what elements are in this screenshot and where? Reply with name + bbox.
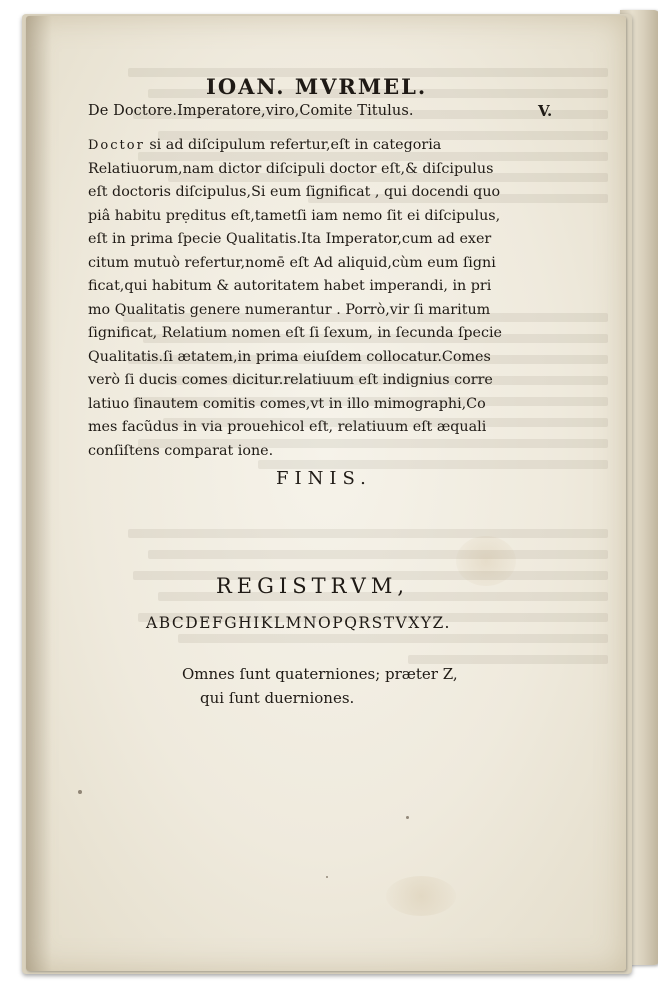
body-line: mo Qualitatis genere numerantur . Porrò,vir ſi maritum	[88, 301, 491, 318]
body-paragraph	[88, 134, 578, 463]
body-line: citum mutuò refertur,nomē eſt Ad aliquid,cùm eum ſigni	[88, 254, 496, 271]
body-line: Qualitatis.ſi ætatem,in prima eiuſdem collocatur.Comes	[88, 348, 491, 365]
foxing-stain	[386, 876, 456, 916]
register-note	[182, 662, 458, 710]
body-line: eſt doctoris diſcipulus,Si eum ſignificat , qui docendi quo	[88, 184, 501, 200]
running-head: IOAN. MVRMEL.	[206, 74, 428, 99]
finis-heading: FINIS.	[276, 468, 372, 489]
foxing-stain	[456, 536, 516, 586]
signature-mark: V.	[538, 102, 553, 120]
body-line	[88, 134, 578, 158]
body-line: ſignificat, Relatium nomen eſt ſi ſexum, in ſecunda ſpecie	[88, 325, 503, 341]
register-note-line: Omnes ſunt quaterniones; præter Z,	[182, 665, 458, 683]
ink-speck	[406, 816, 409, 819]
body-line: mes facũdus in via prouehicol eſt, relatiuum eſt æquali	[88, 419, 487, 435]
section-title: De Doctore.Imperatore,viro,Comite Titulus.	[88, 103, 414, 119]
register-alphabet: ABCDEFGHIKLMNOPQRSTVXYZ.	[146, 614, 451, 632]
body-line-text: si ad diſcipulum refertur,eſt in categoria	[144, 137, 442, 153]
body-line: latiuo ſinautem comitis comes,vt in illo mimographi,Co	[88, 395, 486, 412]
printed-text-block	[26, 16, 626, 971]
body-line: eſt in prima ſpecie Qualitatis.Ita Imperator,cum ad exer	[88, 231, 492, 247]
register-note-line: qui ſunt duerniones.	[200, 689, 355, 707]
paragraph-lead-word: Doctor	[88, 138, 145, 153]
book-page	[26, 16, 626, 971]
body-line: verò ſi ducis comes dicitur.relatiuum eſt indignius corre	[88, 372, 493, 388]
body-line: ficat,qui habitum & autoritatem habet imperandi, in pri	[88, 278, 492, 294]
body-line: conſiſtens comparat ione.	[88, 442, 274, 459]
ink-speck	[326, 876, 328, 878]
ink-speck	[78, 790, 82, 794]
body-line: Relatiuorum,nam dictor diſcipuli doctor eſt,& diſcipulus	[88, 160, 494, 177]
registrum-heading: REGISTRVM,	[216, 574, 410, 598]
body-line: piâ habitu prẹditus eſt,tametſi iam nemo ſit ei diſcipulus,	[88, 207, 501, 224]
